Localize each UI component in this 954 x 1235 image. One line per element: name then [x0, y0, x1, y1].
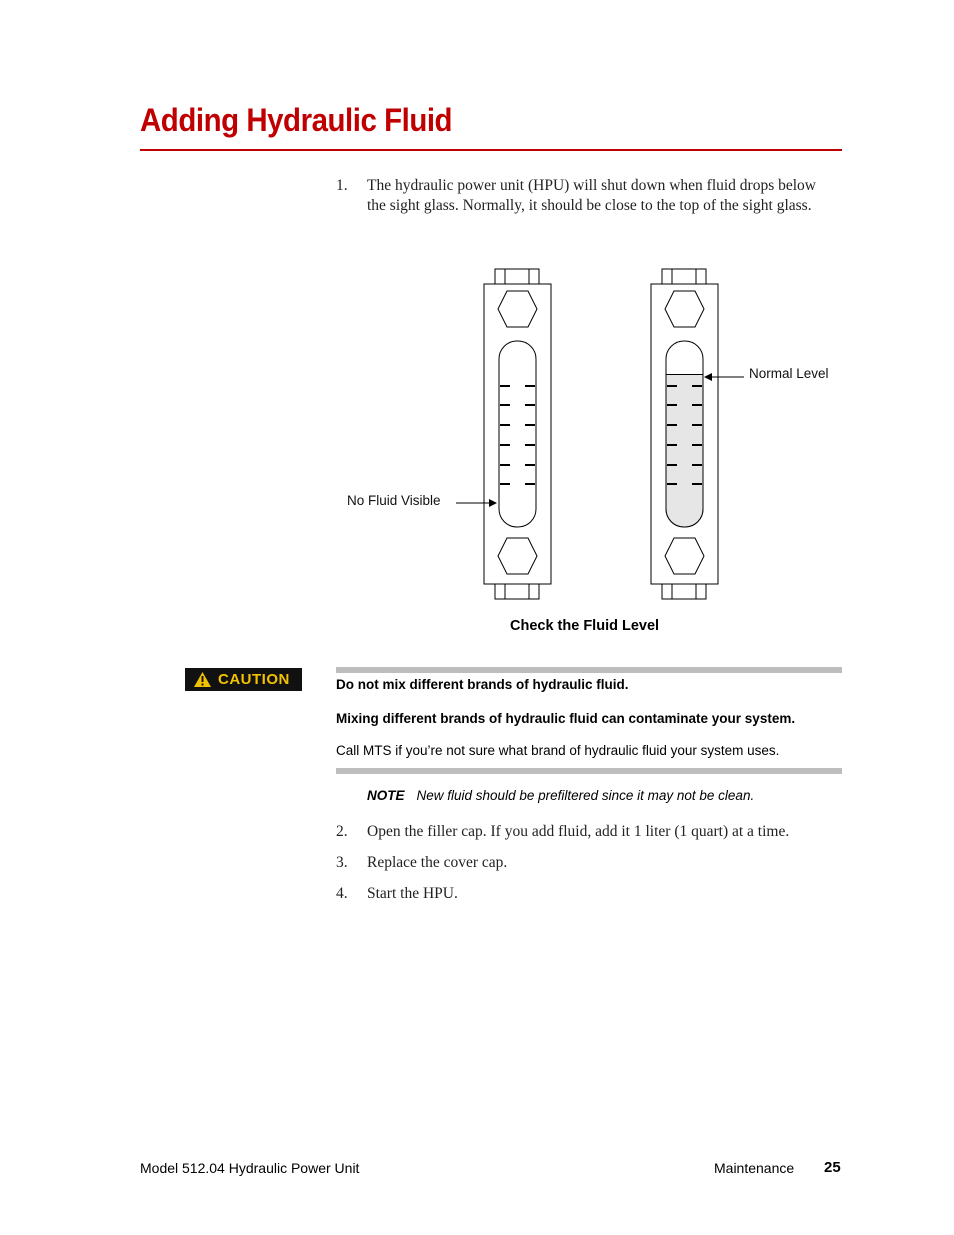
sight-glass-empty: [484, 269, 551, 599]
note-text: New fluid should be prefiltered since it may not be clean.: [416, 788, 755, 803]
caution-top-bar: [336, 667, 842, 673]
step-text: Start the HPU.: [367, 885, 458, 902]
footer-section: Maintenance: [714, 1160, 795, 1176]
footer-page-number: 25: [824, 1159, 841, 1176]
caution-badge: [185, 668, 302, 691]
caution-line-1: Do not mix different brands of hydraulic fluid.: [336, 677, 629, 692]
caution-bottom-bar: [336, 768, 842, 774]
glass-tube-empty: [499, 341, 536, 527]
footer-doc-title: Model 512.04 Hydraulic Power Unit: [140, 1160, 360, 1176]
step-number: 2.: [336, 823, 348, 840]
warning-icon: [193, 671, 212, 688]
note-label: NOTE: [367, 788, 405, 803]
figure-caption: Check the Fluid Level: [510, 618, 660, 634]
step-2: [336, 822, 836, 842]
note: [367, 788, 754, 803]
hex-bolt-bottom: [498, 538, 537, 574]
step-text: The hydraulic power unit (HPU) will shut down when fluid drops below the sight glass. Normally, it should be close to the top of the sight glass.: [367, 177, 817, 214]
step-number: 3.: [336, 854, 348, 871]
step-text: Open the filler cap. If you add fluid, add it 1 liter (1 quart) at a time.: [367, 823, 790, 840]
caution-line-2: Mixing different brands of hydraulic fluid can contaminate your system.: [336, 711, 796, 726]
label-no-fluid: No Fluid Visible: [347, 493, 441, 508]
page-title: Adding Hydraulic Fluid: [140, 102, 453, 138]
step-number: 1.: [336, 177, 348, 194]
label-normal-level: Normal Level: [749, 366, 829, 381]
step-number: 4.: [336, 885, 348, 902]
hex-bolt-top: [498, 291, 537, 327]
caution-line-3: Call MTS if you’re not sure what brand of hydraulic fluid your system uses.: [336, 743, 780, 758]
fluid-fill: [666, 374, 703, 527]
step-text: Replace the cover cap.: [367, 854, 508, 871]
sight-glass-normal: [651, 269, 718, 599]
step-4: [336, 884, 836, 904]
hex-bolt-top: [665, 291, 704, 327]
step-3: [336, 853, 836, 873]
caution-label: CAUTION: [218, 671, 290, 688]
hex-bolt-bottom: [665, 538, 704, 574]
